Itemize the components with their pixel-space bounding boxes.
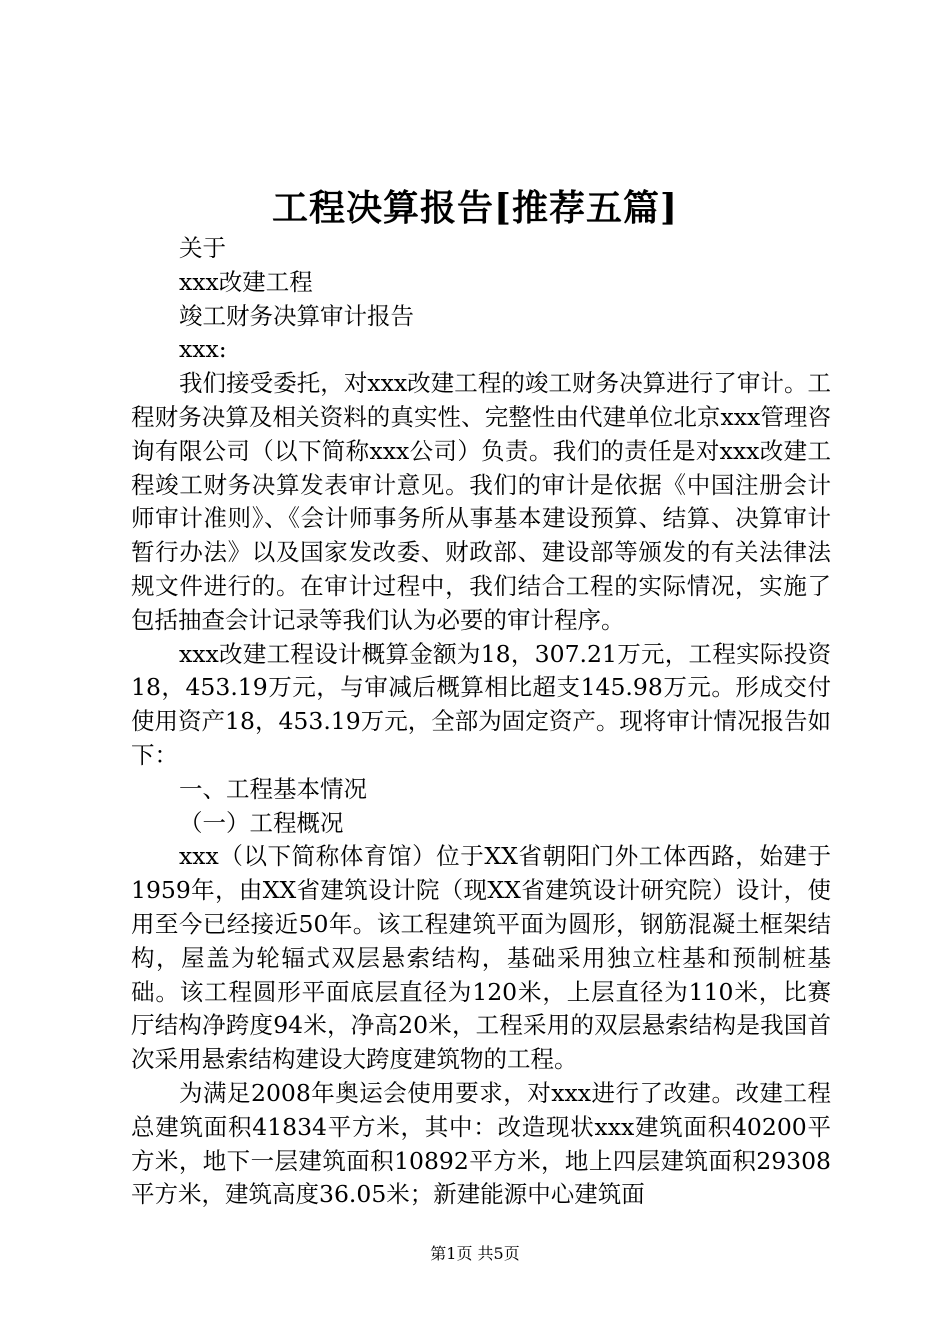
document-title: 工程决算报告[推荐五篇] bbox=[271, 187, 679, 229]
paragraph-renovation-scope: 为满足2008年奥运会使用要求，对xxx进行了改建。改建工程总建筑面积41834平方米，其中：改造现状xxx建筑面积40200平方米，地下一层建筑面积10892平方米，地上四层建筑面积29308平方米，建筑高度36.05米；新建能源中心建筑面 bbox=[131, 1078, 831, 1209]
subsection-heading: （一）工程概况 bbox=[179, 808, 344, 837]
paragraph-project-name: xxx改建工程 bbox=[179, 267, 313, 296]
section-heading: 一、工程基本情况 bbox=[179, 774, 367, 803]
paragraph-budget-summary: xxx改建工程设计概算金额为18，307.21万元，工程实际投资18，453.19万元，与审减后概算相比超支145.98万元。形成交付使用资产18，453.19万元，全部为固定资产。现将审计情况报告如下： bbox=[131, 639, 831, 769]
paragraph-engagement: 我们接受委托，对xxx改建工程的竣工财务决算进行了审计。工程财务决算及相关资料的真实性、完整性由代建单位北京xxx管理咨询有限公司（以下简称xxx公司）负责。我们的责任是对xxx改建工程竣工财务决算发表审计意见。我们的审计是依据《中国注册会计师审计准则》、《会计师事务所从事基本建设预算、结算、决算审计暂行办法》以及国家发改委、财政部、建设部等颁发的有关法律法规文件进行的。在审计过程中，我们结合工程的实际情况，实施了包括抽查会计记录等我们认为必要的审计程序。 bbox=[131, 369, 831, 634]
page-number-footer: 第1页 共5页 bbox=[430, 1244, 520, 1263]
paragraph-project-overview: xxx（以下简称体育馆）位于XX省朝阳门外工体西路，始建于1959年，由XX省建筑设计院（现XX省建筑设计研究院）设计，使用至今已经接近50年。该工程建筑平面为圆形，钢筋混凝土框架结构，屋盖为轮辐式双层悬索结构，基础采用独立柱基和预制桩基础。该工程圆形平面底层直径为120米，上层直径为110米，比赛厅结构净跨度94米，净高20米，工程采用的双层悬索结构是我国首次采用悬索结构建设大跨度建筑物的工程。 bbox=[131, 842, 831, 1074]
paragraph-salutation: xxx: bbox=[179, 335, 227, 364]
paragraph-addressee-about: 关于 bbox=[179, 234, 226, 262]
document-body bbox=[131, 232, 831, 1212]
paragraph-report-subject: 竣工财务决算审计报告 bbox=[179, 301, 414, 330]
